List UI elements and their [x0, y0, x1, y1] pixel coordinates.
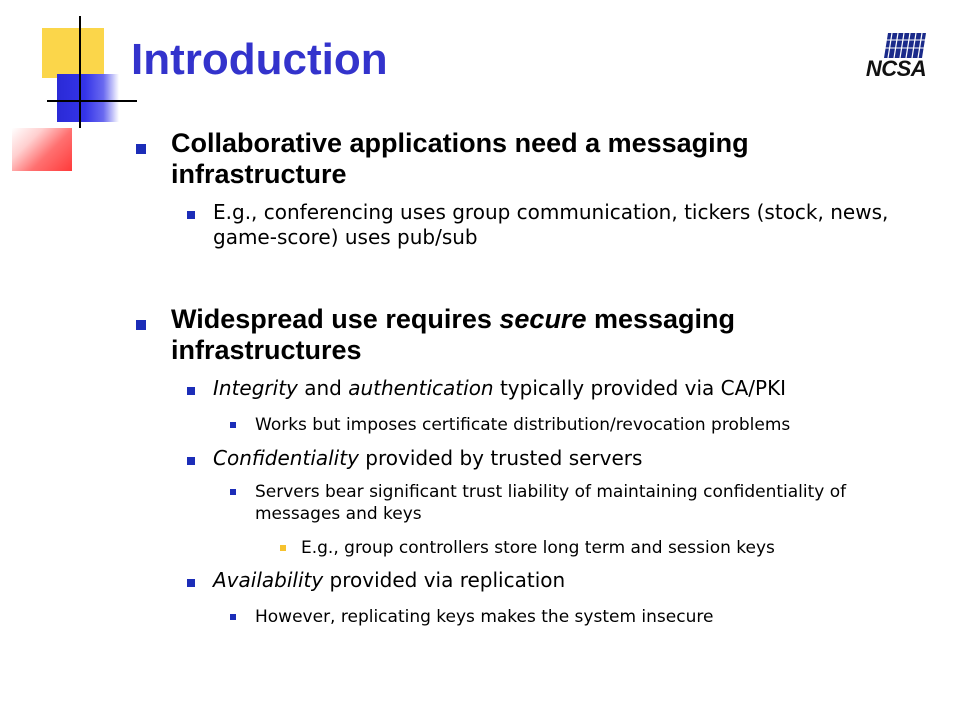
emphasis-secure: secure — [499, 304, 587, 334]
bullet-servers-trust: Servers bear significant trust liability of maintaining confidentiality of messages and keys — [255, 482, 847, 524]
ncsa-logo-text: NCSA — [865, 56, 927, 81]
bullet-collaborative-apps: Collaborative applications need a messaging infrastructure — [171, 128, 749, 189]
bullet-text-mid: and — [297, 376, 349, 400]
bullet-text-pre: Widespread use requires — [171, 304, 500, 334]
bullet-marker — [187, 457, 195, 465]
bullet-marker — [136, 320, 146, 330]
bullet-marker — [187, 579, 195, 587]
bullet-marker — [136, 144, 146, 154]
bullet-replicating-keys: However, replicating keys makes the system insecure — [255, 607, 714, 627]
decor-red-square — [12, 128, 72, 171]
bullet-text-post: messaging infrastructures — [171, 304, 736, 365]
decor-yellow-square — [42, 28, 104, 78]
bullet-marker — [280, 545, 286, 551]
decor-horizontal-line — [47, 100, 137, 102]
bullet-marker — [187, 211, 195, 219]
bullet-text-post: provided by trusted servers — [358, 446, 643, 470]
emphasis-authentication: authentication — [348, 376, 494, 400]
ncsa-logo — [858, 30, 934, 82]
bullet-availability — [213, 568, 938, 593]
decor-vertical-line — [79, 16, 81, 128]
bullet-widespread-use — [171, 304, 911, 366]
bullet-marker — [230, 614, 236, 620]
bullet-marker — [230, 422, 236, 428]
slide-title: Introduction — [131, 35, 388, 84]
bullet-integrity — [213, 376, 938, 401]
bullet-marker — [187, 387, 195, 395]
bullet-confidentiality — [213, 446, 938, 471]
emphasis-confidentiality: Confidentiality — [213, 446, 359, 470]
bullet-group-controllers: E.g., group controllers store long term and session keys — [301, 538, 775, 558]
decor-blue-square — [57, 74, 119, 122]
bullet-certificate-problems: Works but imposes certificate distribution/revocation problems — [255, 415, 791, 435]
bullet-marker — [230, 489, 236, 495]
bullet-eg-conferencing: E.g., conferencing uses group communication, tickers (stock, news, game-score) uses pub/sub — [213, 200, 889, 249]
bullet-text-post: typically provided via CA/PKI — [493, 376, 787, 400]
bullet-text-post: provided via replication — [323, 568, 566, 592]
emphasis-availability: Availability — [213, 568, 324, 592]
emphasis-integrity: Integrity — [213, 376, 298, 400]
